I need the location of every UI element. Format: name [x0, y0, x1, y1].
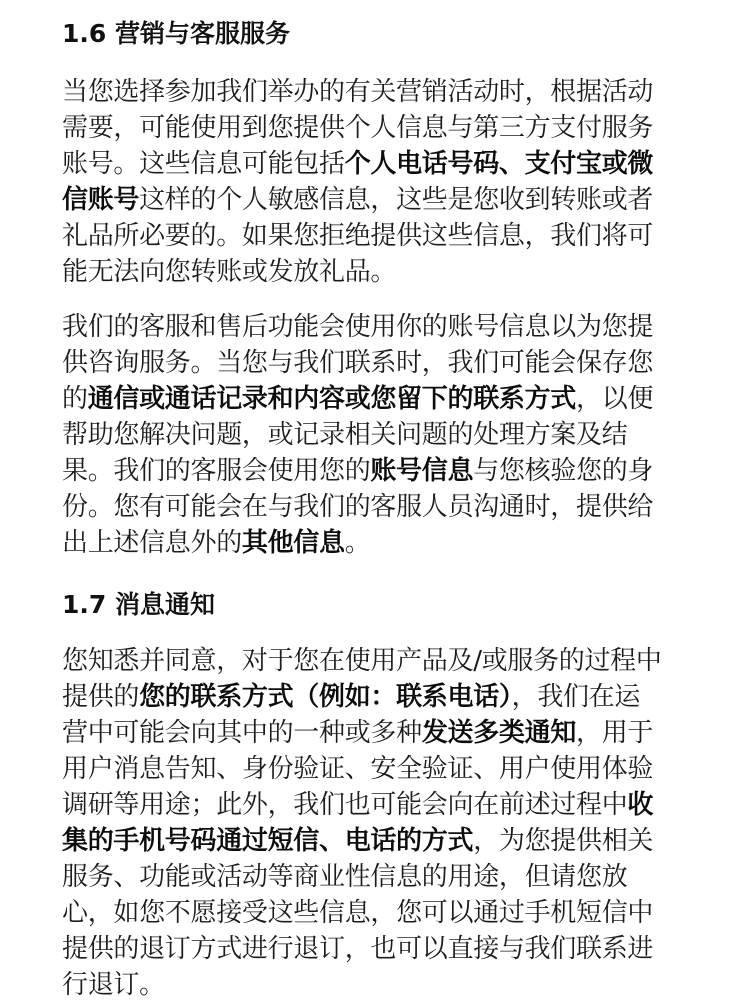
bold-emphasis: 发送多类通知: [421, 718, 577, 748]
text-line: 的通信或通话记录和内容或您留下的联系方式，以便: [62, 384, 654, 414]
text-line: 账号。这些信息可能包括个人电话号码、支付宝或微: [62, 149, 654, 179]
text-line: 出上述信息外的其他信息。: [62, 528, 371, 558]
text-line: 提供的退订方式进行退订，也可以直接与我们联系进: [62, 934, 654, 964]
bold-emphasis: 其他信息: [241, 528, 345, 558]
text-line: 礼品所必要的。如果您拒绝提供这些信息，我们将可: [62, 221, 654, 251]
bold-emphasis: 集的手机号码通过短信、电话的方式: [62, 826, 474, 856]
text-line: 果。我们的客服会使用您的账号信息与您核验您的身: [62, 456, 654, 486]
text-line: 营中可能会向其中的一种或多种发送多类通知，用于: [62, 718, 654, 748]
bold-emphasis: 个人电话号码、支付宝或微: [344, 149, 654, 179]
bold-emphasis: 信账号: [62, 185, 140, 215]
text-line: 集的手机号码通过短信、电话的方式，为您提供相关: [62, 826, 654, 856]
text-line: 调研等用途；此外，我们也可能会向在前述过程中收: [62, 790, 654, 820]
text-line: 我们的客服和售后功能会使用你的账号信息以为您提: [62, 312, 654, 342]
text-line: 您知悉并同意，对于您在使用产品及/或服务的过程中: [62, 646, 662, 676]
section-heading-1-6: 1.6 营销与客服服务: [62, 19, 290, 48]
text-line: 能无法向您转账或发放礼品。: [62, 257, 397, 287]
text-line: 服务、功能或活动等商业性信息的用途，但请您放: [62, 862, 628, 892]
bold-emphasis: 收: [627, 790, 654, 820]
text-line: 心，如您不愿接受这些信息，您可以通过手机短信中: [62, 898, 654, 928]
bold-emphasis: 通信或通话记录和内容或您留下的联系方式: [87, 384, 577, 414]
bold-emphasis: 您的联系方式（例如：联系电话）: [139, 682, 512, 712]
text-line: 供咨询服务。当您与我们联系时，我们可能会保存您: [62, 348, 654, 378]
bold-emphasis: 账号信息: [370, 456, 474, 486]
text-line: 信账号这样的个人敏感信息，这些是您收到转账或者: [62, 185, 654, 215]
text-line: 提供的您的联系方式（例如：联系电话），我们在运: [62, 682, 641, 712]
text-line: 份。您有可能会在与我们的客服人员沟通时，提供给: [62, 492, 654, 522]
text-line: 用户消息告知、身份验证、安全验证、用户使用体验: [62, 754, 654, 784]
text-line: 当您选择参加我们举办的有关营销活动时，根据活动: [62, 77, 654, 107]
text-line: 需要，可能使用到您提供个人信息与第三方支付服务: [62, 113, 654, 143]
section-heading-1-7: 1.7 消息通知: [62, 590, 215, 619]
text-line: 行退订。: [62, 970, 165, 1000]
text-line: 帮助您解决问题，或记录相关问题的处理方案及结: [62, 420, 628, 450]
